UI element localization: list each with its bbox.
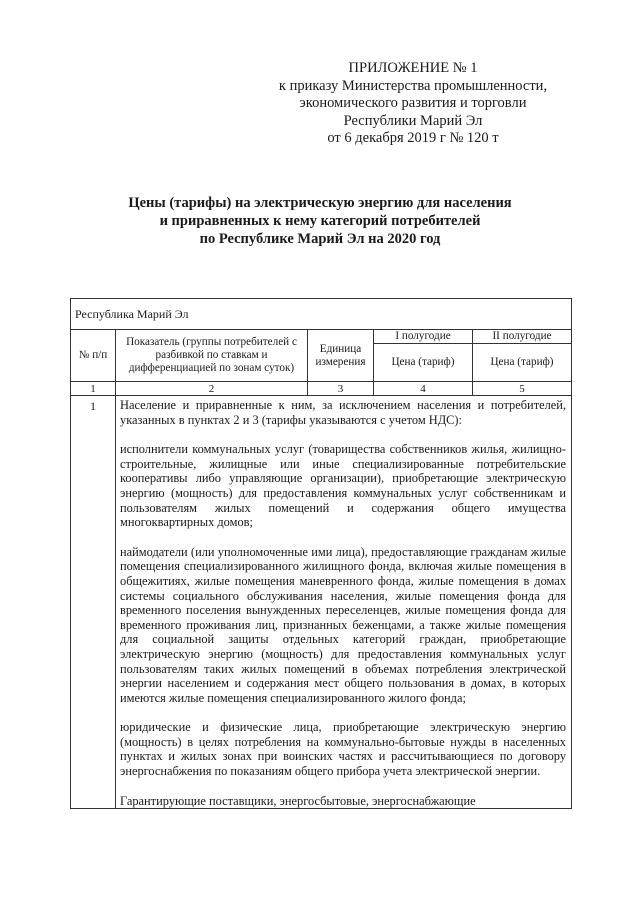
column-number: 2 [116,382,308,396]
row-paragraph: Население и приравненные к ним, за исключением населения и потребителей, указанных в пунктах 2 и 3 (тарифы указываются с учетом НДС): [120,398,567,427]
title-line: и приравненных к нему категорий потребителей [159,213,481,229]
row-paragraph: Гарантирующие поставщики, энергосбытовые, энергоснабжающие [120,793,476,808]
column-number: 5 [473,382,572,396]
column-number: 4 [374,382,473,396]
appendix-line: экономического развития и торговли [299,95,527,112]
column-number: 3 [308,382,374,396]
appendix-header [240,60,586,148]
tariff-table [70,298,572,809]
header-first-half: I полугодие [374,330,473,344]
row-paragraph: юридические и физические лица, приобретающие электрическую энергию (мощность) в целях потребления на коммунально-бытовые нужды в населенных пунктах и жилых зонах при воинских частях и рассчитывающиеся по договору энергоснабжения по показаниям общего прибора учета электрической энергии. [120,720,567,779]
region-cell: Республика Марий Эл [71,299,572,330]
appendix-line: Республики Марий Эл [343,112,483,129]
header-unit: Единица измерения [308,330,374,382]
title-line: Цены (тарифы) на электрическую энергию для населения [128,195,512,211]
row-paragraph: наймодатели (или уполномоченные ими лица), предоставляющие гражданам жилые помещения специализированного жилищного фонда, включая жилые помещения в общежитиях, жилые помещения маневренного фонда, жилые помещения в домах системы социального обслуживания населения, жилые помещения фонда для временного поселения вынужденных переселенцев, жилые помещения фонда для временного проживания лиц, признанных беженцами, а также жилые помещения для социальной защиты отдельных категорий граждан, приобретающие электрическую энергию (мощность) для предоставления коммунальных услуг пользователям таких жилых помещений в объемах потребления электрической энергии населением и содержания мест общего пользования в домах, в которых имеются жилые помещения специализированного жилого фонда; [120,544,567,705]
title-line: по Республике Марий Эл на 2020 год [199,231,441,247]
header-second-half: II полугодие [473,330,572,344]
document-title [70,194,570,248]
appendix-number: ПРИЛОЖЕНИЕ № 1 [348,60,478,76]
header-indicator: Показатель (группы потребителей с разбивкой по ставкам и дифференциацией по зонам суток) [116,330,308,382]
row-description [116,396,572,809]
appendix-line: к приказу Министерства промышленности, [278,77,548,94]
header-price-second-half: Цена (тариф) [473,344,572,382]
header-number: № п/п [71,330,116,382]
appendix-date: от 6 декабря 2019 г № 120 т [327,130,499,147]
column-number: 1 [71,382,116,396]
table-row [71,396,572,809]
header-price-first-half: Цена (тариф) [374,344,473,382]
row-paragraph: исполнители коммунальных услуг (товарищества собственников жилья, жилищно-строительные, жилищные или иные специализированные потребительские кооперативы либо управляющие организации), приобретающие электрическую энергию (мощность) для предоставления коммунальных услуг собственникам и пользователям жилых помещений и содержания общего имущества многоквартирных домов; [120,442,567,530]
row-number: 1 [71,396,116,809]
